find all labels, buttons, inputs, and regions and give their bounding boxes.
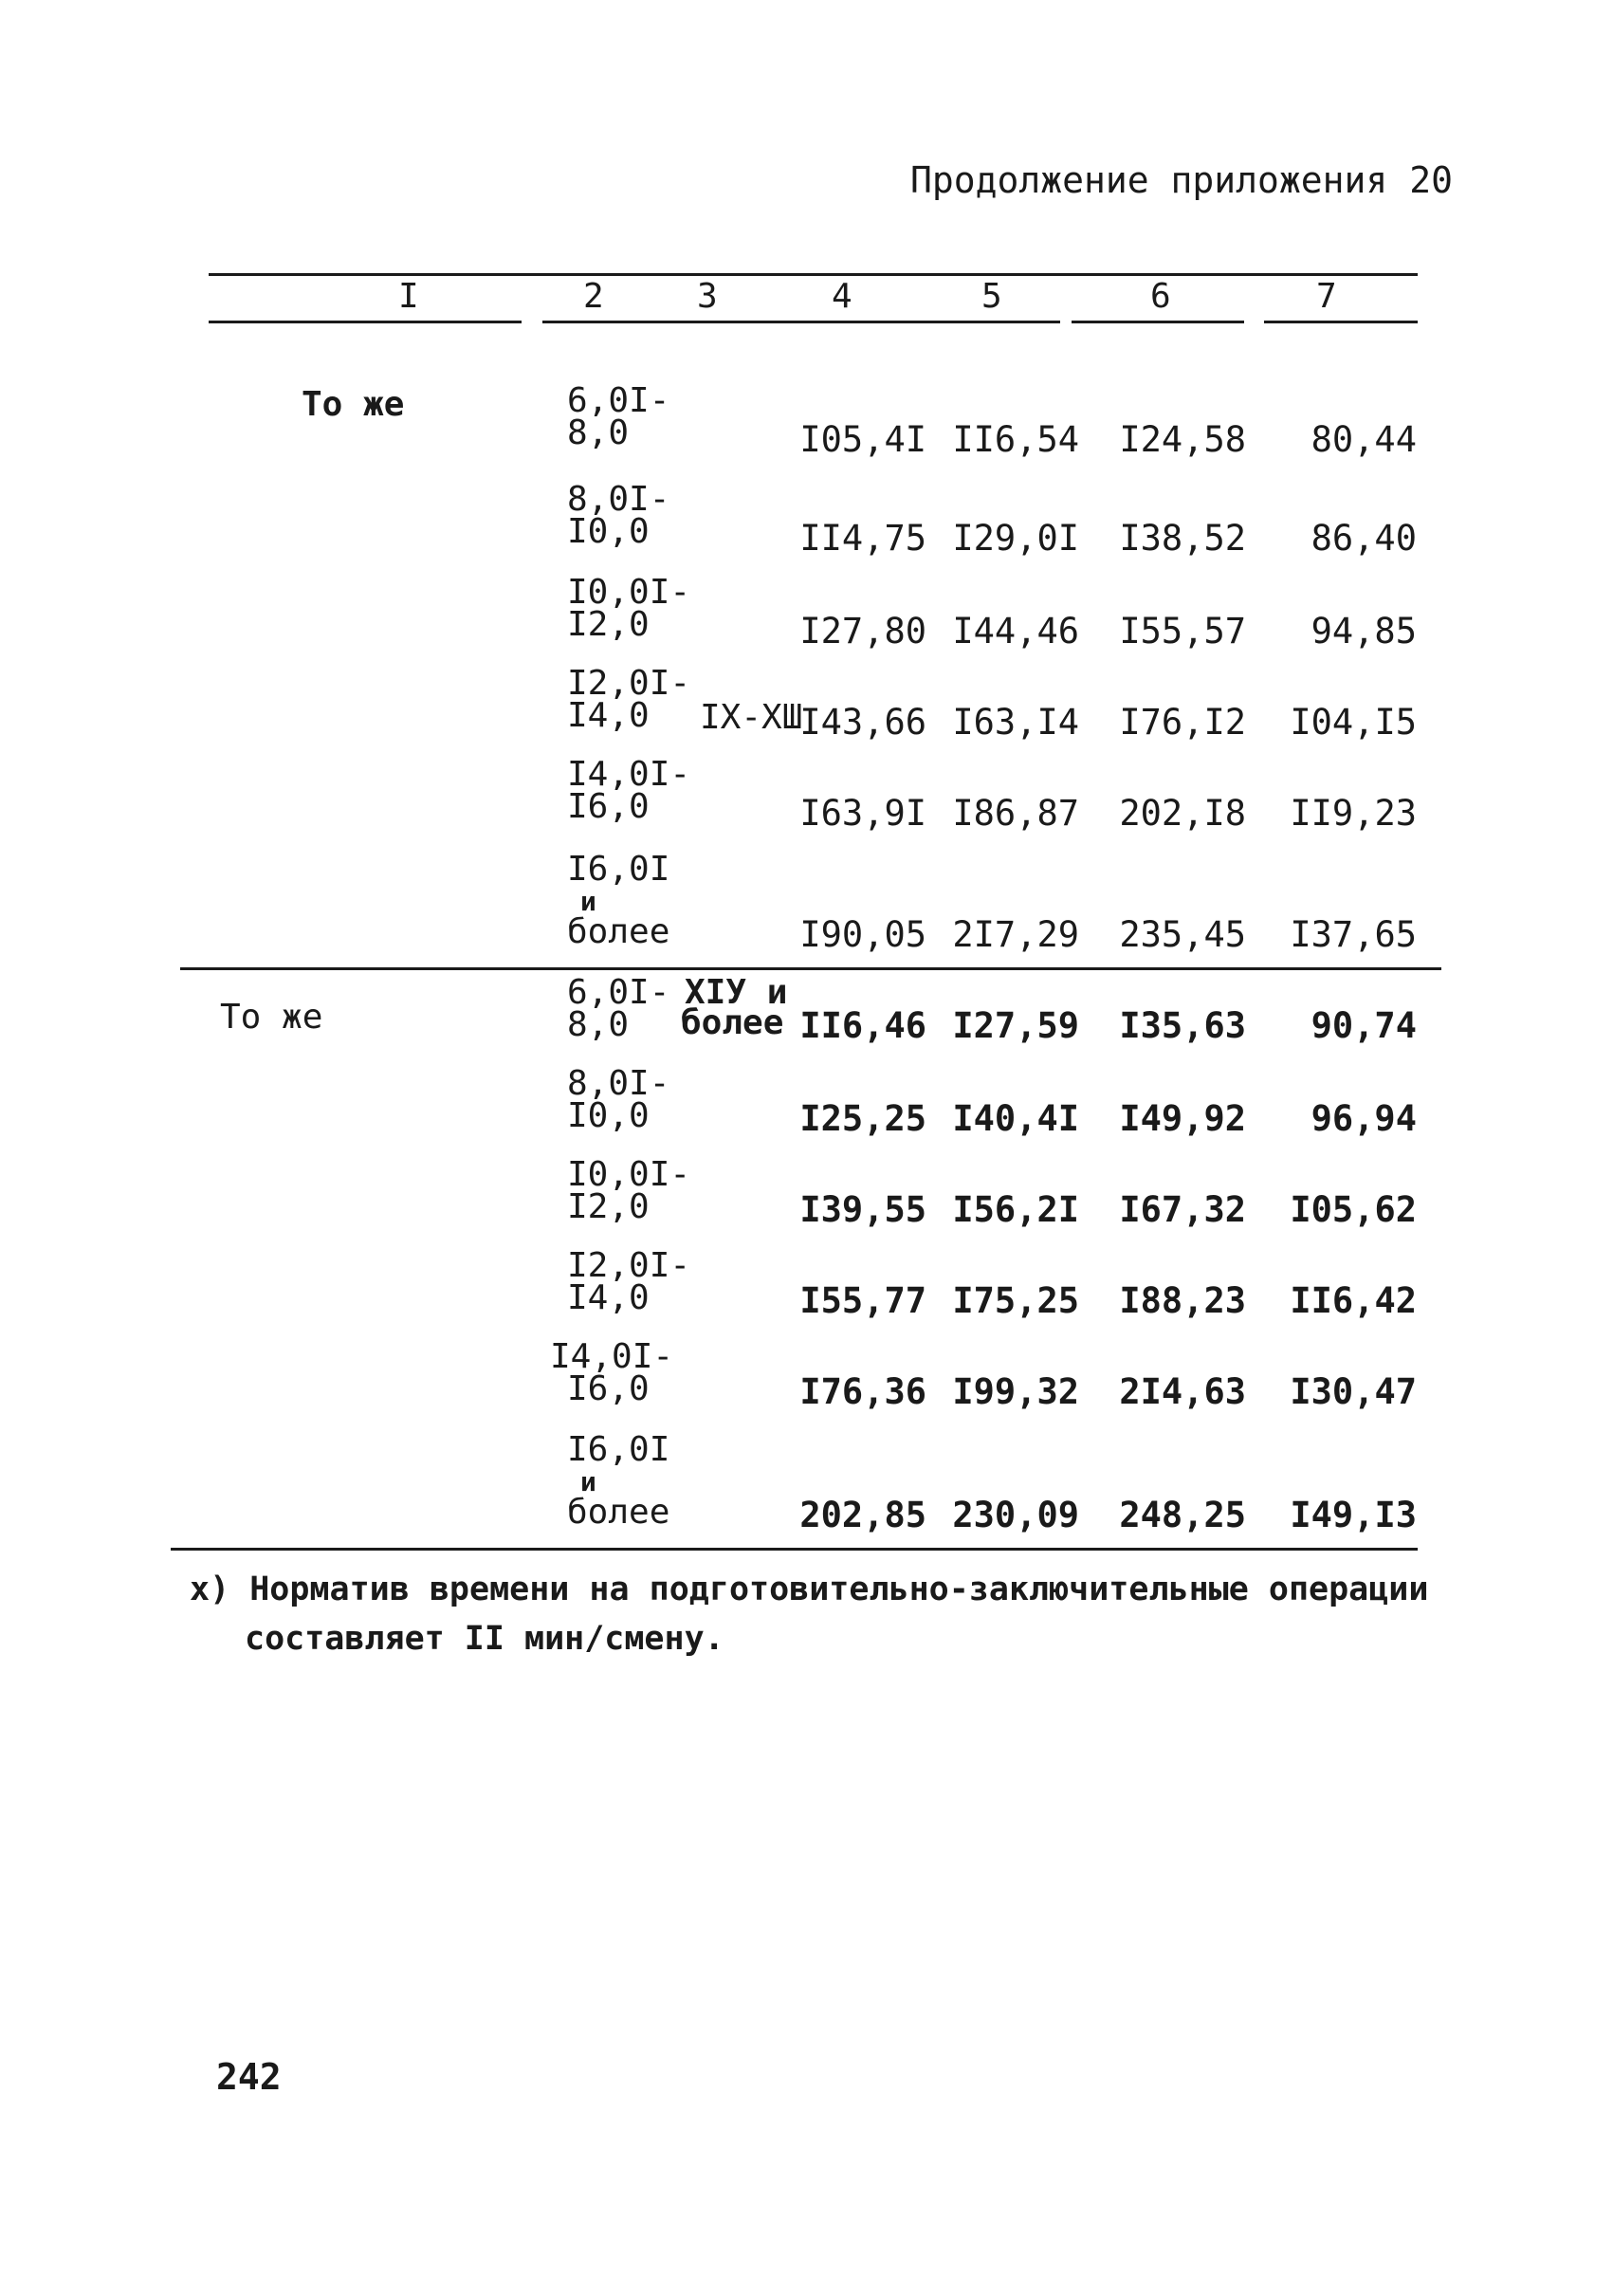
range-top: I4,0I- [550,1337,674,1376]
range-bottom: I0,0 [567,512,650,551]
value-col4: I39,55 [799,1189,926,1230]
value-col7: 80,44 [1311,419,1417,460]
value-col7: I30,47 [1290,1371,1417,1412]
value-col4: I76,36 [799,1371,926,1412]
header-rule-2 [542,321,1060,323]
range-bottom: I6,0 [567,787,650,826]
value-col6: I35,63 [1119,1005,1246,1046]
range-top: 8,0I- [567,1064,670,1103]
group-label: То же [220,998,323,1037]
column-number-3: 3 [697,277,718,316]
value-col6: I55,57 [1119,611,1246,652]
range-bottom: I6,0 [567,1369,650,1408]
value-col4: I63,9I [799,793,926,834]
value-col4: II4,75 [799,518,926,559]
table-top-rule [209,273,1418,276]
value-col7: 90,74 [1311,1005,1417,1046]
header-rule-1 [209,321,522,323]
range-mid: и [580,1466,596,1497]
value-col4: I27,80 [799,611,926,652]
value-col4: I90,05 [799,914,926,955]
page-number: 242 [216,2056,282,2098]
value-col7: I49,I3 [1290,1495,1417,1535]
footnote-line-2: составляет II мин/смену. [245,1620,724,1658]
value-col7: II6,42 [1290,1280,1417,1321]
range-top: I0,0I- [567,1155,691,1194]
value-col6: 235,45 [1119,914,1246,955]
value-col6: I67,32 [1119,1189,1246,1230]
range-mid: и [580,886,596,917]
value-col6: 248,25 [1119,1495,1246,1535]
value-col6: 202,I8 [1119,793,1246,834]
value-col5: I29,0I [952,518,1079,559]
range-top: 8,0I- [567,480,670,519]
column-number-5: 5 [981,277,1002,316]
value-col5: I63,I4 [952,702,1079,743]
column-number-7: 7 [1316,277,1337,316]
range-bottom: I4,0 [567,1278,650,1317]
category-label-bottom: более [681,1003,784,1042]
value-col6: I76,I2 [1119,702,1246,743]
page-header: Продолжение приложения 20 [910,159,1453,201]
value-col4: II6,46 [799,1005,926,1046]
value-col7: 96,94 [1311,1098,1417,1139]
value-col7: I37,65 [1290,914,1417,955]
range-bottom: 8,0 [567,413,630,452]
range-bottom: 8,0 [567,1005,630,1044]
header-rule-4 [1264,321,1418,323]
range-top: I6,0I [567,850,670,889]
value-col4: I05,4I [799,419,926,460]
value-col5: 230,09 [952,1495,1079,1535]
value-col4: I55,77 [799,1280,926,1321]
column-number-2: 2 [583,277,604,316]
range-bottom: более [567,912,670,951]
table-bottom-rule [171,1548,1418,1551]
range-top: I2,0I- [567,1246,691,1285]
range-top: I6,0I [567,1430,670,1469]
value-col6: I38,52 [1119,518,1246,559]
range-bottom: I4,0 [567,696,650,735]
category-label-top: XIУ и [685,973,788,1012]
value-col5: I86,87 [952,793,1079,834]
group-label: То же [302,385,405,424]
value-col7: I04,I5 [1290,702,1417,743]
range-top: 6,0I- [567,381,670,420]
value-col5: I27,59 [952,1005,1079,1046]
value-col4: I43,66 [799,702,926,743]
value-col5: 2I7,29 [952,914,1079,955]
value-col5: II6,54 [952,419,1079,460]
value-col5: I99,32 [952,1371,1079,1412]
value-col6: I49,92 [1119,1098,1246,1139]
range-bottom: I2,0 [567,605,650,644]
footnote-line-1: х) Норматив времени на подготовительно-заключительные операции [190,1570,1429,1608]
column-number-6: 6 [1150,277,1171,316]
group-separator [180,967,1441,970]
value-col7: 86,40 [1311,518,1417,559]
value-col5: I75,25 [952,1280,1079,1321]
value-col4: 202,85 [799,1495,926,1535]
value-col6: I88,23 [1119,1280,1246,1321]
value-col5: I56,2I [952,1189,1079,1230]
range-top: I4,0I- [567,755,691,794]
value-col7: I05,62 [1290,1189,1417,1230]
range-top: 6,0I- [567,973,670,1012]
value-col7: 94,85 [1311,611,1417,652]
column-number-1: I [398,277,419,316]
range-bottom: I2,0 [567,1187,650,1226]
column-number-4: 4 [832,277,852,316]
range-bottom: I0,0 [567,1096,650,1135]
value-col5: I40,4I [952,1098,1079,1139]
value-col6: I24,58 [1119,419,1246,460]
header-rule-3 [1072,321,1244,323]
category-label: IX-XШ [700,698,803,737]
range-bottom: более [567,1493,670,1532]
value-col7: II9,23 [1290,793,1417,834]
range-top: I2,0I- [567,664,691,703]
value-col5: I44,46 [952,611,1079,652]
value-col6: 2I4,63 [1119,1371,1246,1412]
value-col4: I25,25 [799,1098,926,1139]
range-top: I0,0I- [567,573,691,612]
